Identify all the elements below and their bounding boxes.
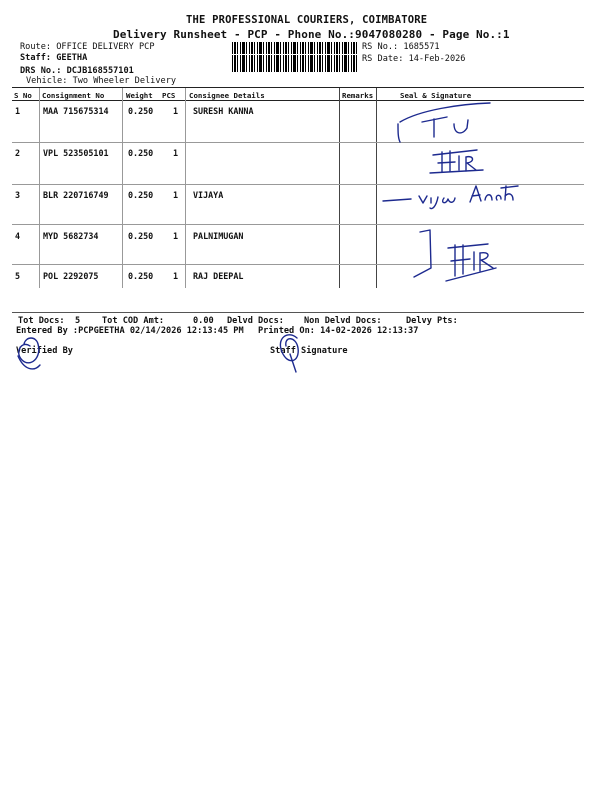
company-title: THE PROFESSIONAL COURIERS, COIMBATORE (186, 14, 428, 26)
drs-number: DRS No.: DCJB168557101 (20, 66, 134, 76)
tot-docs-label: Tot Docs: (18, 316, 65, 326)
header-consignee: Consignee Details (189, 91, 265, 100)
row2-consignment: VPL 523505101 (43, 148, 109, 158)
staff-signature-label: Staff Signature (270, 346, 348, 356)
row4-consignment: MYD 5682734 (43, 231, 99, 241)
row2-handwritten-mark (440, 155, 442, 156)
header-pcs: PCS (162, 91, 176, 100)
non-delvd-docs-label: Non Delvd Docs: (304, 316, 382, 326)
staff-label: Staff: GEETHA (20, 53, 88, 63)
header-sno: S No (14, 91, 32, 100)
route-label: Route: OFFICE DELIVERY PCP (20, 42, 155, 52)
row3-sno: 3 (15, 190, 21, 200)
row5-pcs: 1 (173, 271, 179, 281)
row3-pcs: 1 (173, 190, 179, 200)
printed-on: Printed On: 14-02-2026 12:13:37 (258, 326, 419, 336)
row1-consignee: SURESH KANNA (193, 106, 254, 116)
row1-sno: 1 (15, 106, 21, 116)
row5-sno: 5 (15, 271, 21, 281)
header-weight: Weight (126, 91, 153, 100)
row1-pcs: 1 (173, 106, 179, 116)
row1-consignment: MAA 715675314 (43, 106, 109, 116)
rs-date: RS Date: 14-Feb-2026 (362, 54, 466, 64)
row1-handwritten-mark (425, 118, 426, 119)
row3-weight: 0.250 (128, 190, 154, 200)
row3-consignment: BLR 220716749 (43, 190, 109, 200)
row4-pcs: 1 (173, 231, 179, 241)
verified-by-label: Verified By (16, 346, 73, 356)
row4-consignee: PALNIMUGAN (193, 231, 244, 241)
row3-handwritten-mark (420, 195, 427, 196)
row5-weight: 0.250 (128, 271, 154, 281)
handwritten-signatures (0, 0, 600, 380)
rs-number: RS No.: 1685571 (362, 42, 440, 52)
header-seal-signature: Seal & Signature (400, 91, 472, 100)
row2-weight: 0.250 (128, 148, 154, 158)
header-remarks: Remarks (342, 91, 374, 100)
tot-docs-value: 5 (75, 316, 81, 326)
row5-consignment: POL 2292075 (43, 271, 99, 281)
runsheet-title: Delivery Runsheet - PCP - Phone No.:9047080280 - Page No.:1 (113, 28, 510, 41)
vehicle-label: Vehicle: Two Wheeler Delivery (26, 76, 177, 86)
entered-by: Entered By :PCPGEETHA 02/14/2026 12:13:45 PM (16, 326, 244, 336)
tot-cod-label: Tot COD Amt: (102, 316, 165, 326)
row2-sno: 2 (15, 148, 21, 158)
delvd-docs-label: Delvd Docs: (227, 316, 284, 326)
row2-pcs: 1 (173, 148, 179, 158)
row4-weight: 0.250 (128, 231, 154, 241)
row4-sno: 4 (15, 231, 21, 241)
row1-weight: 0.250 (128, 106, 154, 116)
delvy-pts-label: Delvy Pts: (406, 316, 458, 326)
row4-handwritten-mark (450, 250, 452, 251)
row5-consignee: RAJ DEEPAL (193, 271, 244, 281)
row3-consignee: VIJAYA (193, 190, 224, 200)
tot-cod-value: 0.00 (193, 316, 214, 326)
header-consignment: Consignment No (42, 91, 105, 100)
